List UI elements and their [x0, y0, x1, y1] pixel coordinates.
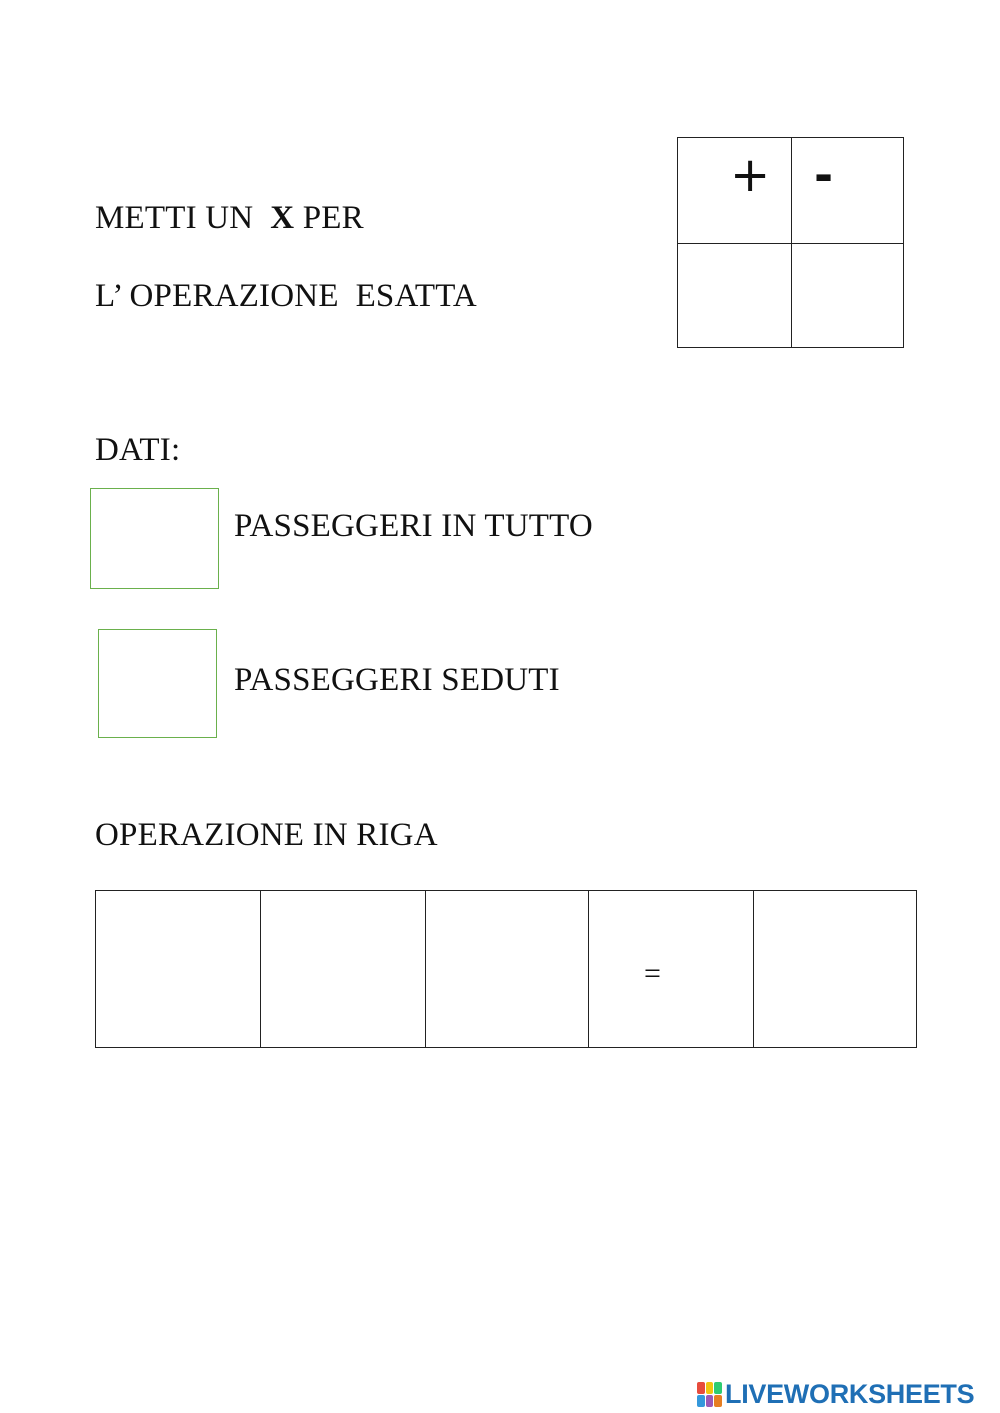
- data-heading: DATI:: [95, 432, 181, 468]
- instruction-line-2: L’ OPERAZIONE ESATTA: [95, 278, 477, 314]
- instruction-text-before: METTI UN: [95, 200, 271, 236]
- logo-tile: [714, 1382, 722, 1394]
- logo-tile: [714, 1395, 722, 1407]
- instruction-line-1: [95, 202, 364, 235]
- row-cell-result[interactable]: [754, 891, 916, 1047]
- minus-symbol: -: [814, 148, 834, 202]
- instruction-x-mark: X: [270, 200, 295, 236]
- row-cell-operator[interactable]: [261, 891, 425, 1047]
- minus-answer-cell[interactable]: [792, 244, 903, 347]
- operation-choice-grid: [677, 137, 904, 348]
- logo-tile: [706, 1382, 714, 1394]
- instruction-text-after: PER: [294, 200, 364, 236]
- logo-tile: [706, 1395, 714, 1407]
- total-passengers-label: PASSEGGERI IN TUTTO: [234, 508, 593, 544]
- total-passengers-input[interactable]: [90, 488, 219, 589]
- equals-symbol: =: [644, 957, 661, 990]
- liveworksheets-logo: [697, 1378, 974, 1410]
- logo-text: LIVEWORKSHEETS: [725, 1378, 975, 1409]
- row-cell-second-number[interactable]: [426, 891, 588, 1047]
- logo-icon: [697, 1382, 722, 1407]
- row-cell-first-number[interactable]: [96, 891, 260, 1047]
- logo-tile: [697, 1395, 705, 1407]
- seated-passengers-input[interactable]: [98, 629, 217, 738]
- seated-passengers-label: PASSEGGERI SEDUTI: [234, 662, 560, 698]
- plus-symbol: +: [730, 147, 771, 203]
- row-operation-grid: [95, 890, 917, 1048]
- logo-tile: [697, 1382, 705, 1394]
- row-operation-heading: OPERAZIONE IN RIGA: [95, 817, 438, 853]
- plus-answer-cell[interactable]: [679, 244, 790, 347]
- row-cell-equals: [589, 891, 753, 1047]
